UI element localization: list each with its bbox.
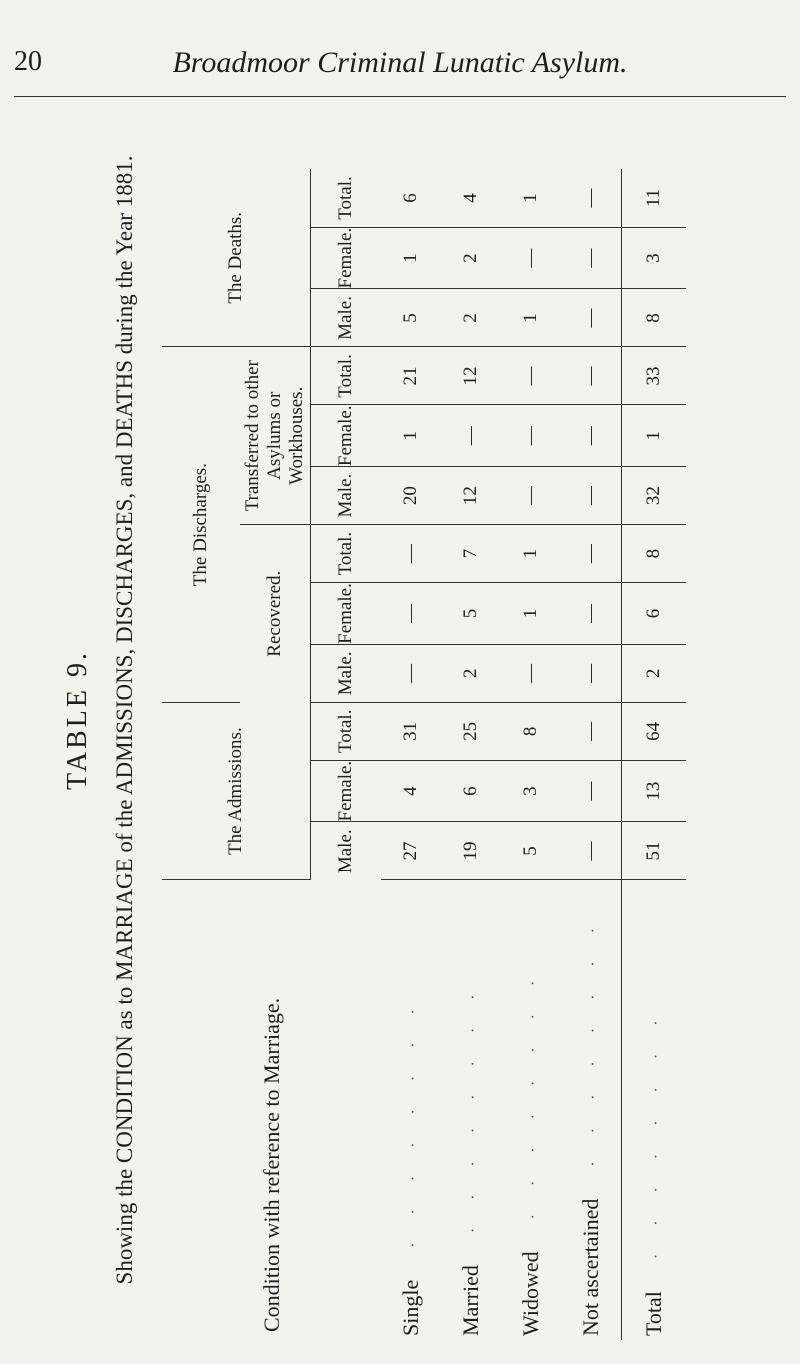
table-cell: — [561, 169, 622, 227]
table-cell: 2 [622, 644, 687, 702]
table-cell: 19 [441, 822, 501, 880]
header-rule [14, 96, 786, 97]
table-cell: — [501, 644, 561, 702]
table-caption: TABLE 9. [62, 650, 93, 790]
leader-dots: ········ [585, 899, 602, 1199]
table-cell: 1 [622, 405, 687, 467]
table-cell: — [381, 583, 441, 645]
table-cell: 3 [622, 227, 687, 289]
recovered-male-header: Male. [311, 644, 382, 702]
admissions-male-header: Male. [311, 822, 382, 880]
table-cell: — [441, 405, 501, 467]
table-cell: 21 [381, 347, 441, 405]
running-header: Broadmoor Criminal Lunatic Asylum. [172, 46, 628, 79]
transferred-female-header: Female. [311, 405, 382, 467]
row-label [561, 880, 622, 1340]
row-label-text: Widowed [518, 1251, 543, 1336]
transferred-male-header: Male. [311, 467, 382, 525]
table-row [441, 169, 501, 1340]
table-cell: 6 [441, 760, 501, 822]
deaths-male-header: Male. [311, 289, 382, 347]
table-cell: 31 [381, 702, 441, 760]
recovered-total-header: Total. [311, 525, 382, 583]
table-cell: 5 [501, 822, 561, 880]
deaths-female-header: Female. [311, 227, 382, 289]
table-cell: 1 [381, 405, 441, 467]
table-cell: — [381, 644, 441, 702]
table-cell: 2 [441, 644, 501, 702]
table-cell: 64 [622, 702, 687, 760]
table-cell: 1 [501, 525, 561, 583]
table-cell: — [561, 467, 622, 525]
recovered-female-header: Female. [311, 583, 382, 645]
table-row [381, 169, 441, 1340]
total-row [622, 169, 687, 1340]
table-cell: — [561, 525, 622, 583]
table-cell: 8 [501, 702, 561, 760]
row-label-text: Married [458, 1265, 483, 1336]
table-cell: 7 [441, 525, 501, 583]
row-label-text: Not ascertained [578, 1198, 603, 1336]
table-cell: 1 [381, 227, 441, 289]
table-row [561, 169, 622, 1340]
transferred-total-header: Total. [311, 347, 382, 405]
deaths-total-header: Total. [311, 169, 382, 227]
table-cell: — [561, 760, 622, 822]
discharges-header: The Discharges. [162, 347, 240, 702]
row-label [441, 880, 501, 1340]
table-row [501, 169, 561, 1340]
table-cell: 2 [441, 289, 501, 347]
table-cell: 51 [622, 822, 687, 880]
table-cell: — [561, 227, 622, 289]
table-cell: 25 [441, 702, 501, 760]
table-cell: 27 [381, 822, 441, 880]
table-cell: 4 [441, 169, 501, 227]
table-cell: 12 [441, 347, 501, 405]
row-label [381, 880, 441, 1340]
row-label-text: Single [398, 1279, 423, 1336]
table-cell: — [561, 583, 622, 645]
page-number: 20 [14, 46, 42, 77]
table-cell: — [561, 822, 622, 880]
row-label [501, 880, 561, 1340]
table-cell: 8 [622, 289, 687, 347]
marriage-condition-table [162, 169, 686, 1340]
table-cell: — [561, 405, 622, 467]
table-cell: 11 [622, 169, 687, 227]
admissions-header: The Admissions. [162, 702, 311, 880]
table-cell: — [561, 644, 622, 702]
table-cell: 4 [381, 760, 441, 822]
row-label [622, 880, 687, 1340]
table-cell: 1 [501, 169, 561, 227]
table-cell: — [561, 289, 622, 347]
leader-dots: ········ [405, 981, 422, 1280]
leader-dots: ········ [648, 992, 665, 1292]
table-cell: — [561, 702, 622, 760]
table-cell: 5 [441, 583, 501, 645]
admissions-total-header: Total. [311, 702, 382, 760]
transferred-header: Transferred to other Asylums or Workhouses. [240, 347, 311, 525]
deaths-header: The Deaths. [162, 169, 311, 347]
table-title: Showing the CONDITION as to MARRIAGE of the ADMISSIONS, DISCHARGES, and DEATHS during the Year 1881. [112, 155, 137, 1285]
table-cell: 33 [622, 347, 687, 405]
table-cell: 20 [381, 467, 441, 525]
table-cell: 12 [441, 467, 501, 525]
table-cell: 32 [622, 467, 687, 525]
table-cell: 3 [501, 760, 561, 822]
table-cell: — [561, 347, 622, 405]
row-label-text: Total [641, 1291, 666, 1336]
table-cell: — [501, 347, 561, 405]
table-cell: 5 [381, 289, 441, 347]
leader-dots: ········ [525, 952, 542, 1252]
leader-dots: ········ [465, 966, 482, 1266]
table-cell: — [381, 525, 441, 583]
table-cell: — [501, 467, 561, 525]
recovered-header: Recovered. [264, 570, 285, 657]
table-cell: 1 [501, 289, 561, 347]
table-cell: 2 [441, 227, 501, 289]
rotated-table-block [62, 100, 752, 1340]
table-cell: 13 [622, 760, 687, 822]
admissions-female-header: Female. [311, 760, 382, 822]
table-cell: 1 [501, 583, 561, 645]
table-cell: — [501, 405, 561, 467]
condition-header: Condition with reference to Marriage. [258, 997, 284, 1332]
table-cell: 8 [622, 525, 687, 583]
table-cell: 6 [622, 583, 687, 645]
table-cell: 6 [381, 169, 441, 227]
table-cell: — [501, 227, 561, 289]
